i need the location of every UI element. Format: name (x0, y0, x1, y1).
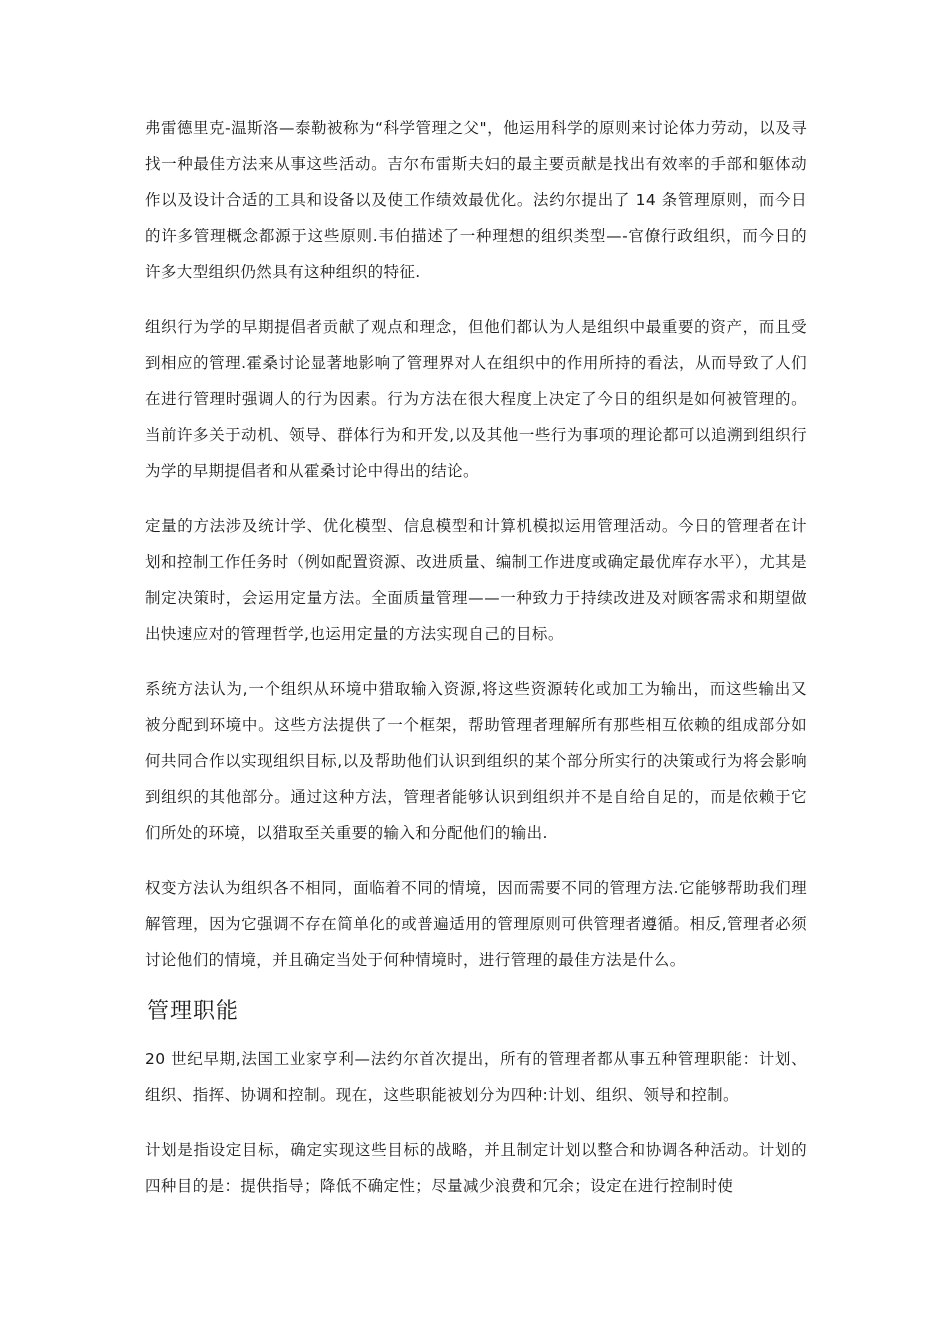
paragraph-organizational-behavior: 组织行为学的早期提倡者贡献了观点和理念，但他们都认为人是组织中最重要的资产，而且受到相应的管理.霍桑讨论显著地影响了管理界对人在组织中的作用所持的看法，从而导致了人们在进行管理时强调人的行为因素。行为方法在很大程度上决定了今日的组织是如何被管理的。当前许多关于动机、领导、群体行为和开发,以及其他一些行为事项的理论都可以追溯到组织行为学的早期提倡者和从霍桑讨论中得出的结论。 (145, 318, 807, 480)
paragraph-scientific-management: 弗雷德里克-温斯洛—泰勒被称为“科学管理之父"，他运用科学的原则来讨论体力劳动，以及寻找一种最佳方法来从事这些活动。吉尔布雷斯夫妇的最主要贡献是找出有效率的手部和躯体动作以及设计合适的工具和设备以及使工作绩效最优化。法约尔提出了 14 条管理原则，而今日的许多管理概念都源于这些原则.韦伯描述了一种理想的组织类型—-官僚行政组织，而今日的许多大型组织仍然具有这种组织的特征. (145, 119, 807, 281)
document-page (145, 110, 807, 1223)
paragraph-contingency-approach: 权变方法认为组织各不相同，面临着不同的情境，因而需要不同的管理方法.它能够帮助我们理解管理，因为它强调不存在简单化的或普遍适用的管理原则可供管理者遵循。相反,管理者必须讨论他们的情境，并且确定当处于何种情境时，进行管理的最佳方法是什么。 (145, 879, 807, 969)
section-heading-management-functions: 管理职能 (147, 999, 240, 1024)
paragraph-planning: 计划是指设定目标，确定实现这些目标的战略，并且制定计划以整合和协调各种活动。计划的四种目的是：提供指导；降低不确定性；尽量减少浪费和冗余；设定在进行控制时使 (145, 1141, 807, 1195)
paragraph-quantitative-approach: 定量的方法涉及统计学、优化模型、信息模型和计算机模拟运用管理活动。今日的管理者在计划和控制工作任务时（例如配置资源、改进质量、编制工作进度或确定最优库存水平），尤其是制定决策时，会运用定量方法。全面质量管理——一种致力于持续改进及对顾客需求和期望做出快速应对的管理哲学,也运用定量的方法实现自己的目标。 (145, 517, 807, 643)
paragraph-fayol-functions: 20 世纪早期,法国工业家亨利—法约尔首次提出，所有的管理者都从事五种管理职能：计划、组织、指挥、协调和控制。现在，这些职能被划分为四种:计划、组织、领导和控制。 (145, 1050, 807, 1104)
paragraph-systems-approach: 系统方法认为,一个组织从环境中猎取输入资源,将这些资源转化或加工为输出，而这些输出又被分配到环境中。这些方法提供了一个框架，帮助管理者理解所有那些相互依赖的组成部分如何共同合作以实现组织目标,以及帮助他们认识到组织的某个部分所实行的决策或行为将会影响到组织的其他部分。通过这种方法，管理者能够认识到组织并不是自给自足的，而是依赖于它们所处的环境，以猎取至关重要的输入和分配他们的输出. (145, 680, 807, 842)
